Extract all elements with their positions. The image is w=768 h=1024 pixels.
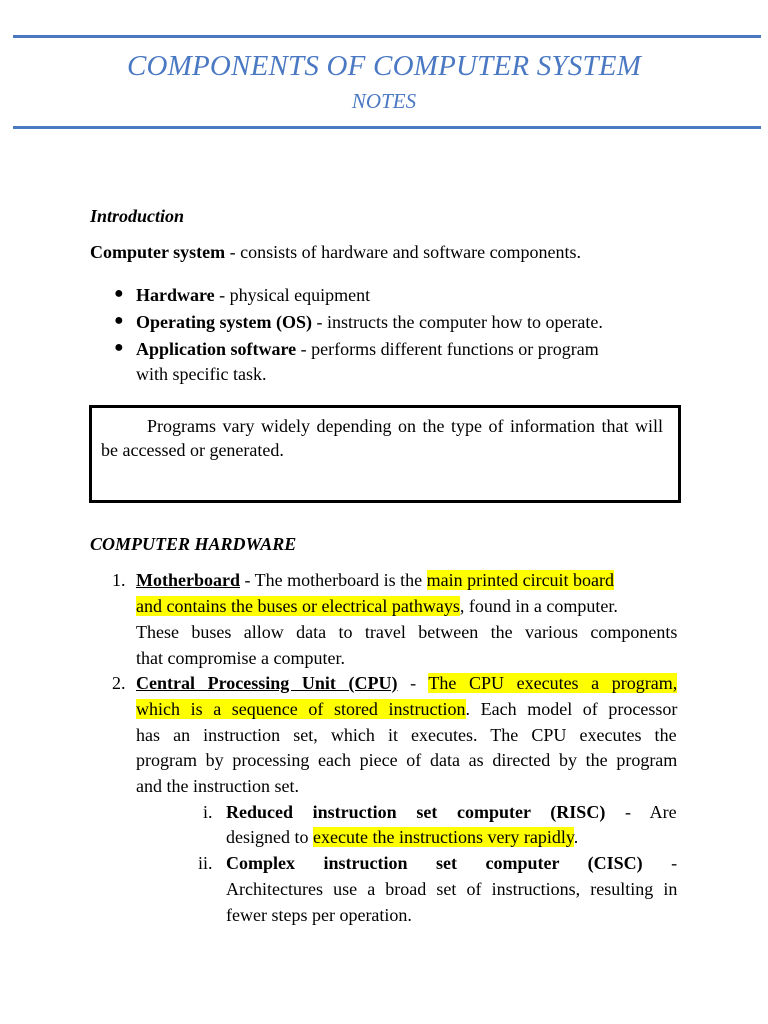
cisc-line-3: fewer steps per operation.: [226, 905, 412, 925]
cpu-sep: -: [397, 673, 429, 693]
note-box-content: Programs vary widely depending on the type of information that will be accessed or generated.: [101, 416, 663, 460]
bullet-icon: ●: [114, 339, 124, 356]
cpu-line-4: program by processing each piece of data as directed by the program: [136, 750, 678, 770]
cpu-line-1: [136, 670, 677, 696]
intro-definition: - consists of hardware and software components.: [225, 242, 582, 262]
list-number: 2.: [112, 673, 126, 693]
note-box-text: [101, 414, 663, 462]
page-title: COMPONENTS OF COMPUTER SYSTEM: [126, 50, 642, 82]
cisc-line-2: Architectures use a broad set of instructions, resulting in: [226, 879, 678, 899]
page-subtitle: NOTES: [351, 89, 417, 113]
bullet-text: - performs different functions or program: [296, 339, 599, 359]
header-bottom-rule: [13, 126, 761, 129]
bullet-item-os: [136, 309, 603, 335]
motherboard-term: Motherboard: [136, 570, 240, 590]
intro-heading: Introduction: [90, 206, 185, 226]
cpu-line-2: [136, 696, 677, 722]
bullet-text: - physical equipment: [214, 285, 371, 305]
intro-paragraph: [90, 239, 581, 265]
bullet-item-application: [136, 336, 599, 362]
cpu-term: Central Processing Unit (CPU): [136, 673, 398, 693]
highlight: The CPU executes a program,: [428, 673, 678, 693]
list-number: 1.: [112, 570, 126, 590]
motherboard-rest: , found in a computer.: [459, 596, 618, 616]
cpu-rest: . Each model of processor: [465, 699, 678, 719]
highlight: which is a sequence of stored instruction: [136, 699, 466, 719]
bullet-item-hardware: [136, 282, 370, 308]
header-top-rule: [13, 35, 761, 38]
bullet-term: Hardware: [136, 285, 215, 305]
risc-sep: - Are: [605, 802, 677, 822]
risc-term: Reduced instruction set computer (RISC): [226, 802, 606, 822]
bullet-icon: ●: [114, 285, 124, 302]
highlight: main printed circuit board: [426, 570, 615, 590]
motherboard-sep: - The motherboard is the: [239, 570, 427, 590]
cisc-term: Complex instruction set computer (CISC): [226, 853, 643, 873]
hardware-heading: COMPUTER HARDWARE: [90, 534, 297, 554]
cisc-line-1: [226, 850, 677, 876]
bullet-continuation: with specific task.: [136, 364, 267, 384]
cisc-sep: -: [642, 853, 678, 873]
motherboard-line-3: These buses allow data to travel between the various components: [136, 622, 678, 642]
cpu-line-3: has an instruction set, which it executes. The CPU executes the: [136, 725, 677, 745]
motherboard-line-1: [136, 567, 677, 593]
bullet-term: Operating system (OS): [136, 312, 312, 332]
highlight: execute the instructions very rapidly: [313, 827, 574, 847]
bullet-icon: ●: [114, 312, 124, 329]
bullet-term: Application software: [136, 339, 297, 359]
bullet-text: - instructs the computer how to operate.: [311, 312, 603, 332]
sublist-number: i.: [203, 802, 213, 822]
highlight: and contains the buses or electrical pathways: [136, 596, 460, 616]
risc-line-1: [226, 799, 677, 825]
motherboard-line-2: [136, 593, 618, 619]
cpu-line-5: and the instruction set.: [136, 776, 299, 796]
sublist-number: ii.: [198, 853, 213, 873]
risc-period: .: [573, 827, 579, 847]
intro-term: Computer system: [90, 242, 226, 262]
risc-line-2: [226, 824, 578, 850]
motherboard-line-4: that compromise a computer.: [136, 648, 345, 668]
risc-text: designed to: [226, 827, 313, 847]
